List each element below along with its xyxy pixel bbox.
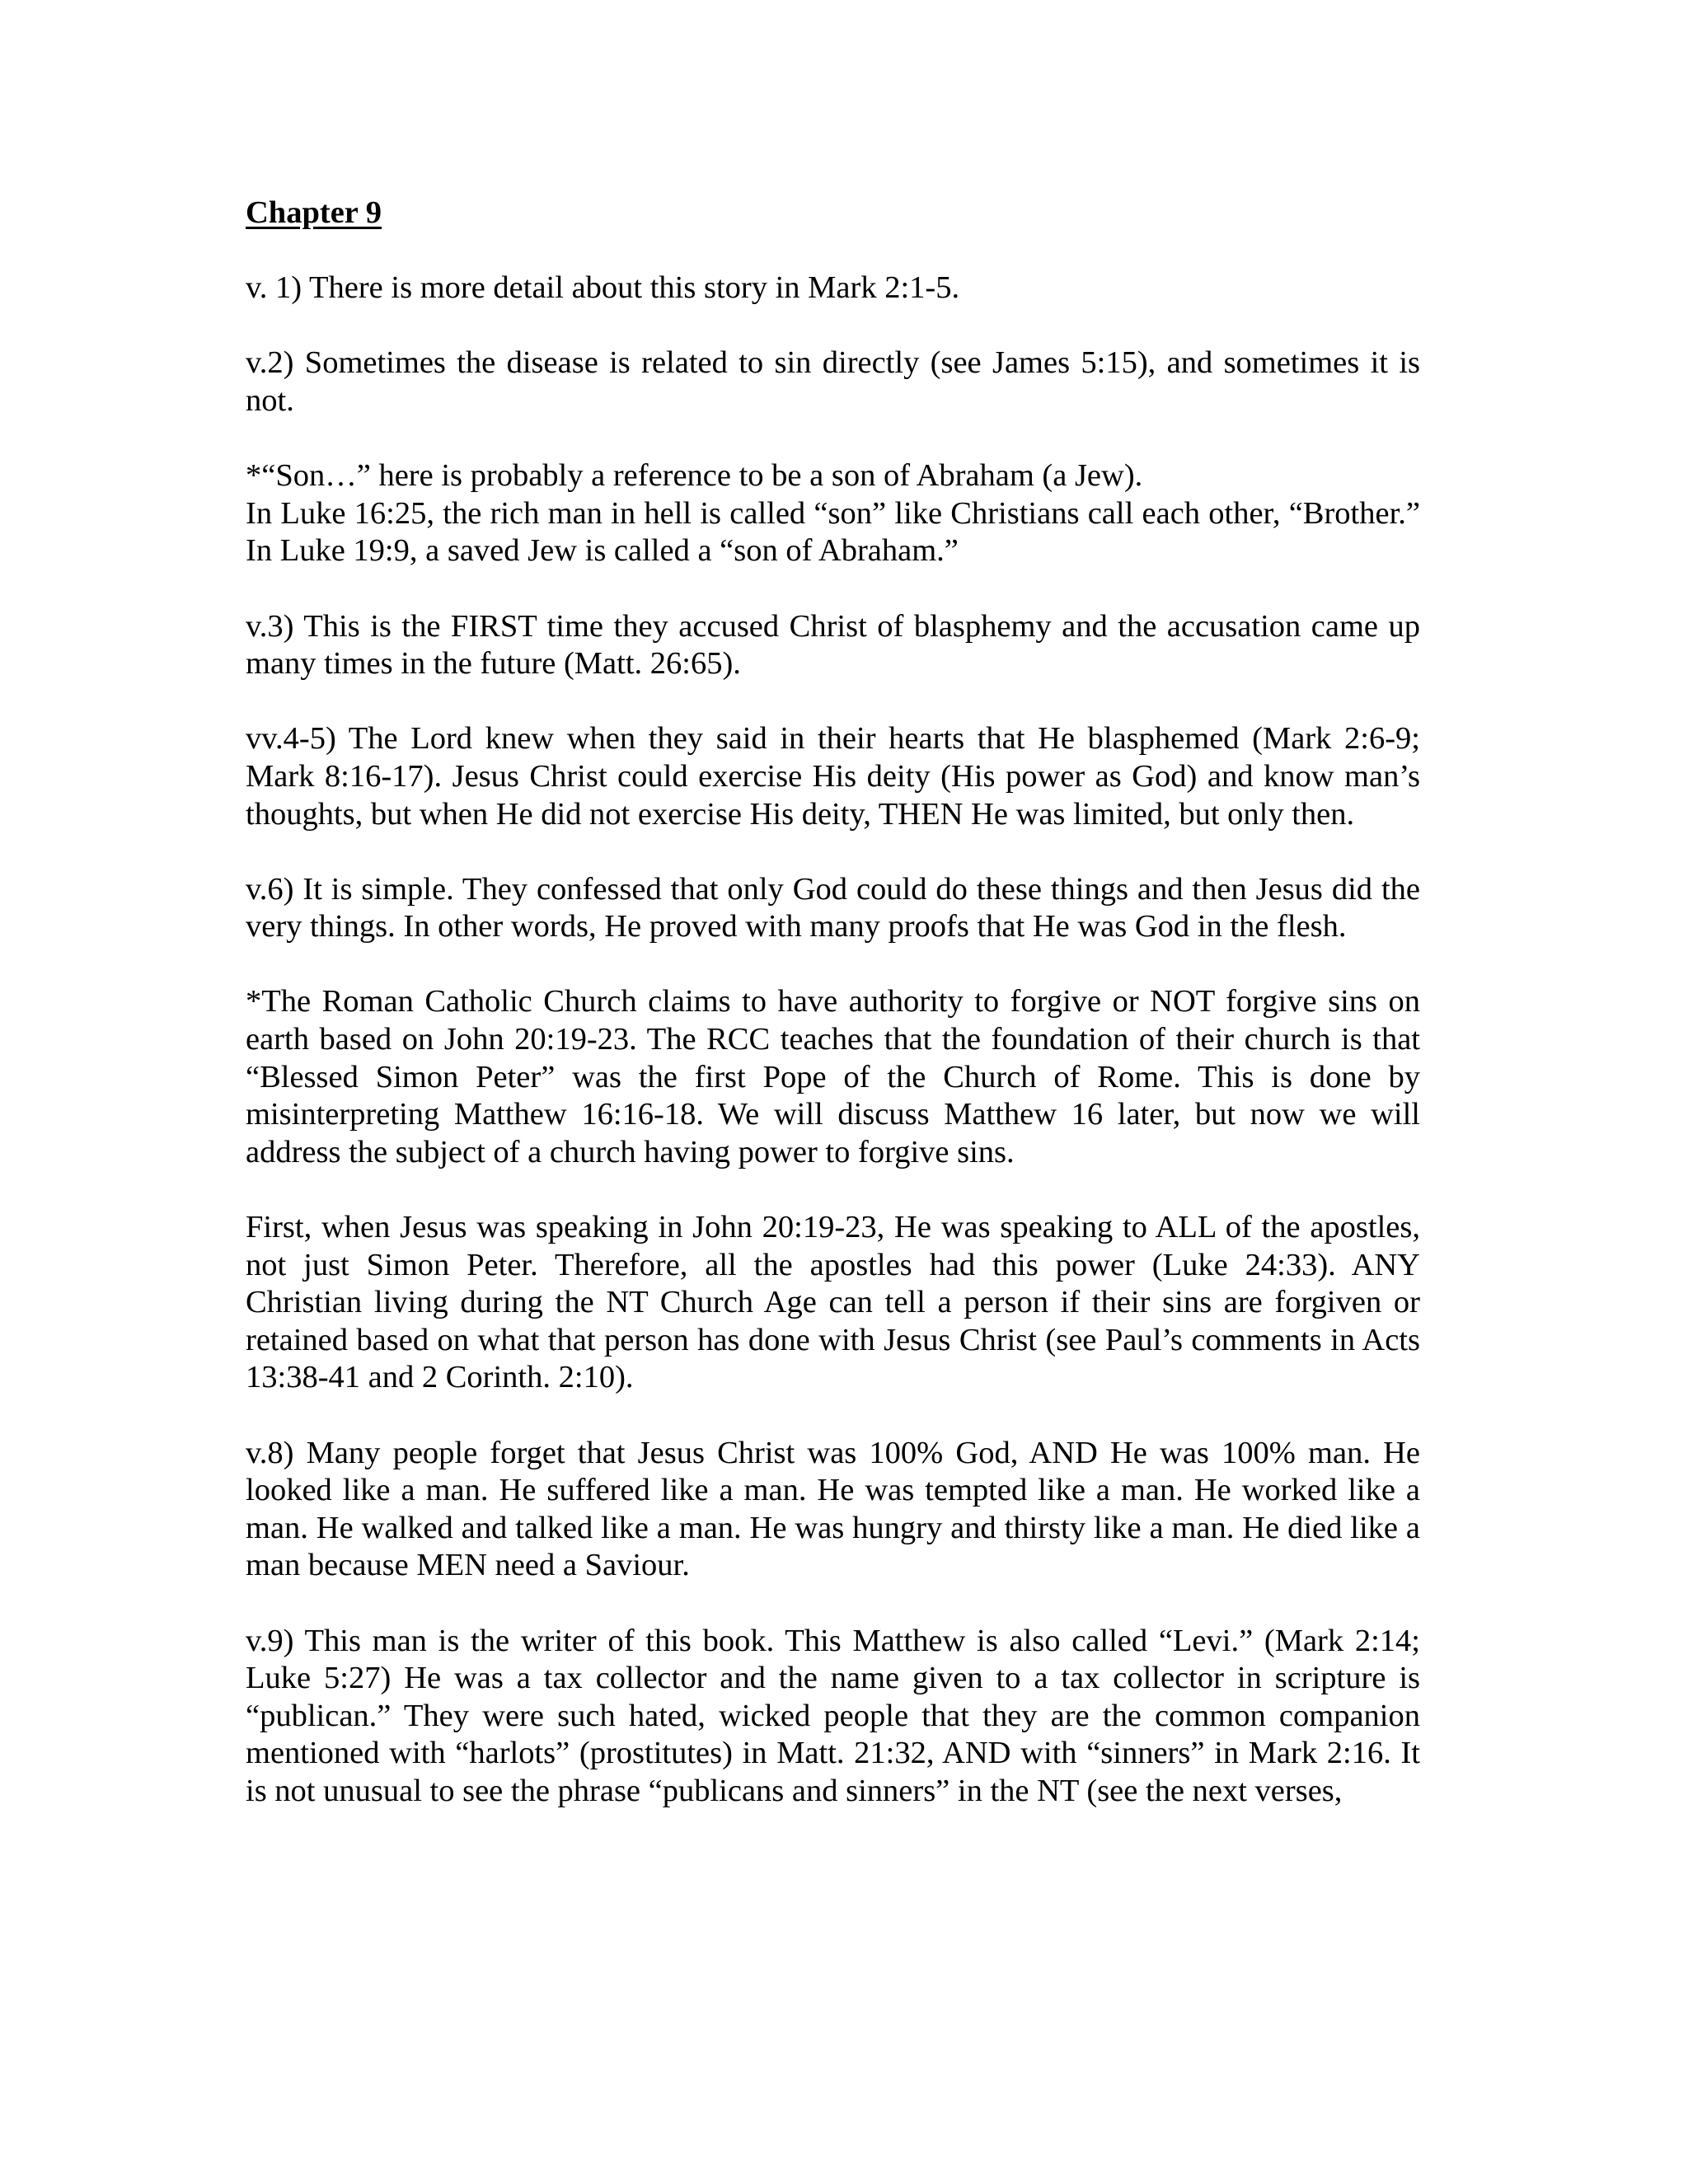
paragraph-verse-1: v. 1) There is more detail about this story in Mark 2:1-5. — [246, 270, 960, 306]
paragraph-verse-6: v.6) It is simple. They confessed that only God could do these things and then Jesus did the very things. In other words, He proved with many proofs that He was God in the flesh. — [246, 871, 1420, 944]
document-page — [246, 194, 1420, 1811]
paragraph-verse-8: v.8) Many people forget that Jesus Christ was 100% God, AND He was 100% man. He looked like a man. He suffered like a man. He was tempted like a man. He worked like a man. He walked and talked like a man. He was hungry and thirsty like a man. He died like a man because MEN need a Saviour. — [246, 1435, 1420, 1583]
paragraph-first-point: First, when Jesus was speaking in John 20:19-23, He was speaking to ALL of the apostles, not just Simon Peter. Therefore, all the apostles had this power (Luke 24:33). ANY Christian living during the NT Church Age can tell a person if their sins are forgiven or retained based on what that person has done with Jesus Christ (see Paul’s comments in Acts 13:38-41 and 2 Corinth. 2:10). — [246, 1210, 1420, 1395]
paragraph-verses-4-5: vv.4-5) The Lord knew when they said in their hearts that He blasphemed (Mark 2:6-9; Mark 8:16-17). Jesus Christ could exercise His deity (His power as God) and know man’s thoughts, but when He did not exercise His deity, THEN He was limited, but only then. — [246, 721, 1420, 832]
paragraph-son-note: *“Son…” here is probably a reference to be a son of Abraham (a Jew). — [246, 458, 1143, 494]
paragraph-luke-note: In Luke 16:25, the rich man in hell is called “son” like Christians call each other, “Brother.” In Luke 19:9, a saved Jew is called a “son of Abraham.” — [246, 495, 1420, 569]
chapter-title: Chapter 9 — [246, 195, 382, 230]
paragraph-verse-3: v.3) This is the FIRST time they accused Christ of blasphemy and the accusation came up many times in the future (Matt. 26:65). — [246, 608, 1420, 682]
paragraph-verse-2: v.2) Sometimes the disease is related to sin directly (see James 5:15), and sometimes it is not. — [246, 345, 1420, 418]
paragraph-rcc-note: *The Roman Catholic Church claims to have authority to forgive or NOT forgive sins on earth based on John 20:19-23. The RCC teaches that the foundation of their church is that “Blessed Simon Peter” was the first Pope of the Church of Rome. This is done by misinterpreting Matthew 16:16-18. We will discuss Matthew 16 later, but now we will address the subject of a church having power to forgive sins. — [246, 984, 1420, 1169]
paragraph-verse-9: v.9) This man is the writer of this book. This Matthew is also called “Levi.” (Mark 2:14; Luke 5:27) He was a tax collector and the name given to a tax collector in scripture is “publican.” They were such hated, wicked people that they are the common companion mentioned with “harlots” (prostitutes) in Matt. 21:32, AND with “sinners” in Mark 2:16. It is not unusual to see the phrase “publicans and sinners” in the NT (see the next verses, — [246, 1623, 1420, 1808]
